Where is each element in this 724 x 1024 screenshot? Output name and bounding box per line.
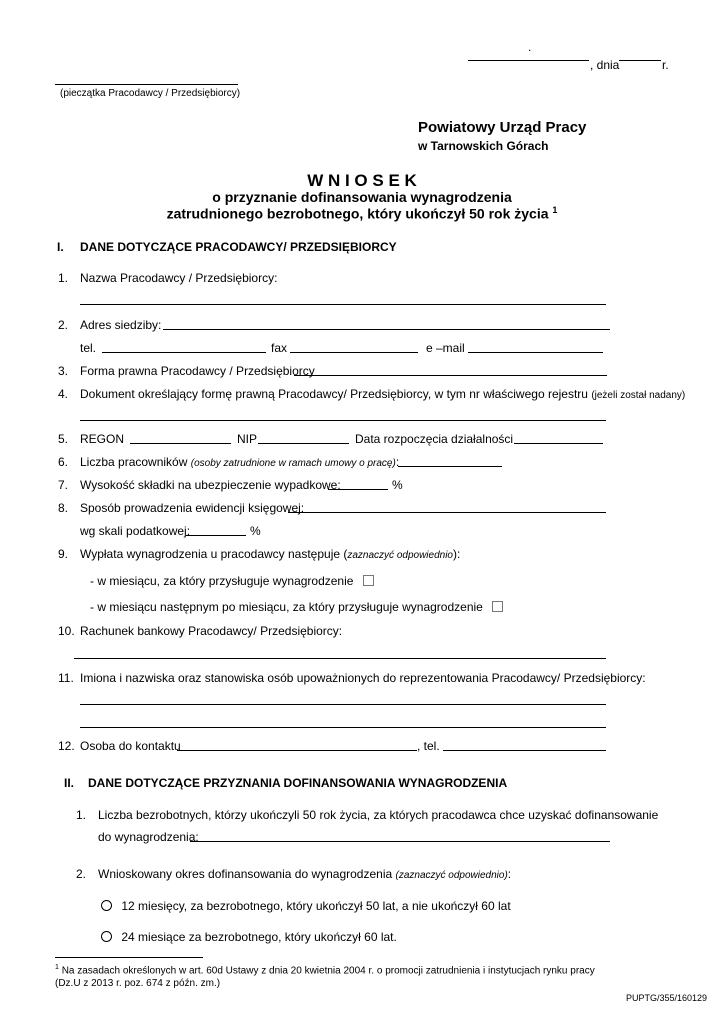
accounting-field[interactable] <box>288 512 606 513</box>
footnote-text-1: Na zasadach określonych w art. 60d Ustawy z dnia 20 kwietnia 2004 r. o promocji zatrudnienia i instytucjach rynku pracy <box>61 965 595 977</box>
period-option-24-label: 24 miesiące za bezrobotnego, który ukończył 60 lat. <box>121 930 397 944</box>
item3-number: 3. <box>58 364 69 378</box>
legal-form-field[interactable] <box>294 375 607 376</box>
s2-item1-label: Liczba bezrobotnych, którzy ukończyli 50 rok życia, za których pracodawca chce uzyskać dofinansowanie <box>98 808 659 822</box>
item3-label: Forma prawna Pracodawcy / Przedsiębiorcy <box>80 364 315 378</box>
regon-label: REGON <box>80 432 125 446</box>
stamp-label: (pieczątka Pracodawcy / Przedsiębiorcy) <box>60 88 241 99</box>
date-end: r. <box>662 58 669 72</box>
register-field[interactable] <box>80 420 606 421</box>
document-code: PUPTG/355/160129 <box>626 993 708 1003</box>
accident-rate-field[interactable] <box>328 489 388 490</box>
tax-scale-field[interactable] <box>186 535 246 536</box>
item12-number: 12. <box>58 739 75 753</box>
item9-label <box>80 547 460 561</box>
employees-field[interactable] <box>398 466 502 467</box>
item7-percent: % <box>392 478 403 492</box>
s2-item2-label <box>98 867 511 881</box>
pay-option-next-month-label: - w miesiącu następnym po miesiącu, za który przysługuje wynagrodzenie <box>90 600 483 614</box>
item6-number: 6. <box>58 455 69 469</box>
item9-number: 9. <box>58 547 69 561</box>
section2-heading: DANE DOTYCZĄCE PRZYZNANIA DOFINANSOWANIA WYNAGRODZENIA <box>88 776 508 790</box>
radio-24-months[interactable] <box>101 931 112 942</box>
item8b-label: wg skali podatkowej: <box>80 524 191 538</box>
footnote-separator <box>55 957 203 958</box>
item8-number: 8. <box>58 501 69 515</box>
item4-text: Dokument określający formę prawną Pracodawcy/ Przedsiębiorcy, w tym nr właściwego rejestru <box>80 387 588 401</box>
s2-item2-colon: : <box>507 867 512 881</box>
footnote-mark: 1 <box>55 964 59 971</box>
item6-note: (osoby zatrudnione w ramach umowy o pracę) <box>190 458 396 469</box>
document-title: W N I O S E K <box>307 171 417 190</box>
s2-item2-number: 2. <box>76 867 87 881</box>
address-field[interactable] <box>163 329 610 330</box>
document-subtitle-2 <box>0 205 724 222</box>
pay-option-next-month <box>90 600 503 614</box>
s2-item2-text: Wnioskowany okres dofinansowania do wynagrodzenia <box>98 867 396 881</box>
item10-label: Rachunek bankowy Pracodawcy/ Przedsiębiorcy: <box>80 624 343 638</box>
section1-heading: DANE DOTYCZĄCE PRACODAWCY/ PRZEDSIĘBIORCY <box>80 240 397 254</box>
header-dot: . <box>528 40 532 54</box>
item8-label: Sposób prowadzenia ewidencji księgowej: <box>80 501 305 515</box>
item4-label <box>80 387 685 401</box>
pay-option-same-month <box>90 574 374 588</box>
item6-label <box>80 455 399 469</box>
contact-tel-field[interactable] <box>443 750 606 751</box>
representatives-field-1[interactable] <box>80 704 606 705</box>
employer-name-field[interactable] <box>80 304 606 305</box>
item12-label: Osoba do kontaktu <box>80 739 181 753</box>
document-subtitle-1: o przyznanie dofinansowania wynagrodzenia <box>212 189 512 205</box>
place-field[interactable] <box>468 60 589 61</box>
item1-label: Nazwa Pracodawcy / Przedsiębiorcy: <box>80 271 278 285</box>
email-field[interactable] <box>468 352 603 353</box>
section2-number: II. <box>64 776 75 790</box>
regon-field[interactable] <box>130 443 231 444</box>
radio-12-months[interactable] <box>101 900 112 911</box>
item8b-percent: % <box>250 524 261 538</box>
footnote-line-1 <box>55 964 595 976</box>
tel-field[interactable] <box>102 352 266 353</box>
item5-number: 5. <box>58 432 69 446</box>
nip-label: NIP <box>237 432 258 446</box>
footnote-text-2: (Dz.U z 2013 r. poz. 674 z późn. zm.) <box>55 978 221 989</box>
item4-number: 4. <box>58 387 69 401</box>
item6-text: Liczba pracowników <box>80 455 188 469</box>
tel-label: tel. <box>80 341 97 355</box>
s2-item1-label-b: do wynagrodzenia: <box>98 830 199 844</box>
section1-number: I. <box>57 240 64 254</box>
contact-tel-label: , tel. <box>417 739 440 753</box>
unemployed-count-field[interactable] <box>190 841 610 842</box>
checkbox-same-month[interactable] <box>363 575 374 586</box>
bank-account-field[interactable] <box>74 658 606 659</box>
period-option-12-label: 12 miesięcy, za bezrobotnego, który ukończył 50 lat, a nie ukończył 60 lat <box>121 899 511 913</box>
s2-item1-number: 1. <box>76 808 87 822</box>
item9-text: Wypłata wynagrodzenia u pracodawcy następuje ( <box>80 547 348 561</box>
fax-field[interactable] <box>290 352 418 353</box>
office-city: w Tarnowskich Górach <box>418 139 549 153</box>
item1-number: 1. <box>58 271 69 285</box>
period-option-24 <box>101 930 397 944</box>
item7-number: 7. <box>58 478 69 492</box>
item6-colon: : <box>395 455 400 469</box>
item11-label: Imiona i nazwiska oraz stanowiska osób upoważnionych do reprezentowania Pracodawcy/ Przedsiębiorcy: <box>80 671 646 685</box>
period-option-12 <box>101 899 511 913</box>
start-date-field[interactable] <box>514 443 603 444</box>
item7-label: Wysokość składki na ubezpieczenie wypadkowe: <box>80 478 341 492</box>
item11-number: 11. <box>58 671 74 685</box>
email-label: e –mail <box>426 341 465 355</box>
item9-end: ): <box>453 547 461 561</box>
item9-note: zaznaczyć odpowiednio <box>347 550 453 561</box>
s2-item2-note: (zaznaczyć odpowiednio) <box>395 870 508 881</box>
nip-field[interactable] <box>258 443 349 444</box>
start-date-label: Data rozpoczęcia działalności <box>355 432 514 446</box>
item2-number: 2. <box>58 318 69 332</box>
checkbox-next-month[interactable] <box>492 601 503 612</box>
item2-label: Adres siedziby: <box>80 318 162 332</box>
fax-label: fax <box>271 341 288 355</box>
date-label: , dnia <box>590 58 620 72</box>
item4-note: (jeżeli został nadany) <box>591 390 686 401</box>
pay-option-same-month-label: - w miesiącu, za który przysługuje wynagrodzenie <box>90 574 354 588</box>
footnote-ref: 1 <box>552 205 558 215</box>
stamp-line <box>55 84 238 85</box>
representatives-field-2[interactable] <box>80 727 606 728</box>
subtitle-text: zatrudnionego bezrobotnego, który ukończył 50 rok życia <box>166 205 549 222</box>
item10-number: 10. <box>58 624 75 638</box>
contact-person-field[interactable] <box>177 750 417 751</box>
office-name: Powiatowy Urząd Pracy <box>418 119 587 136</box>
date-field[interactable] <box>619 60 661 61</box>
